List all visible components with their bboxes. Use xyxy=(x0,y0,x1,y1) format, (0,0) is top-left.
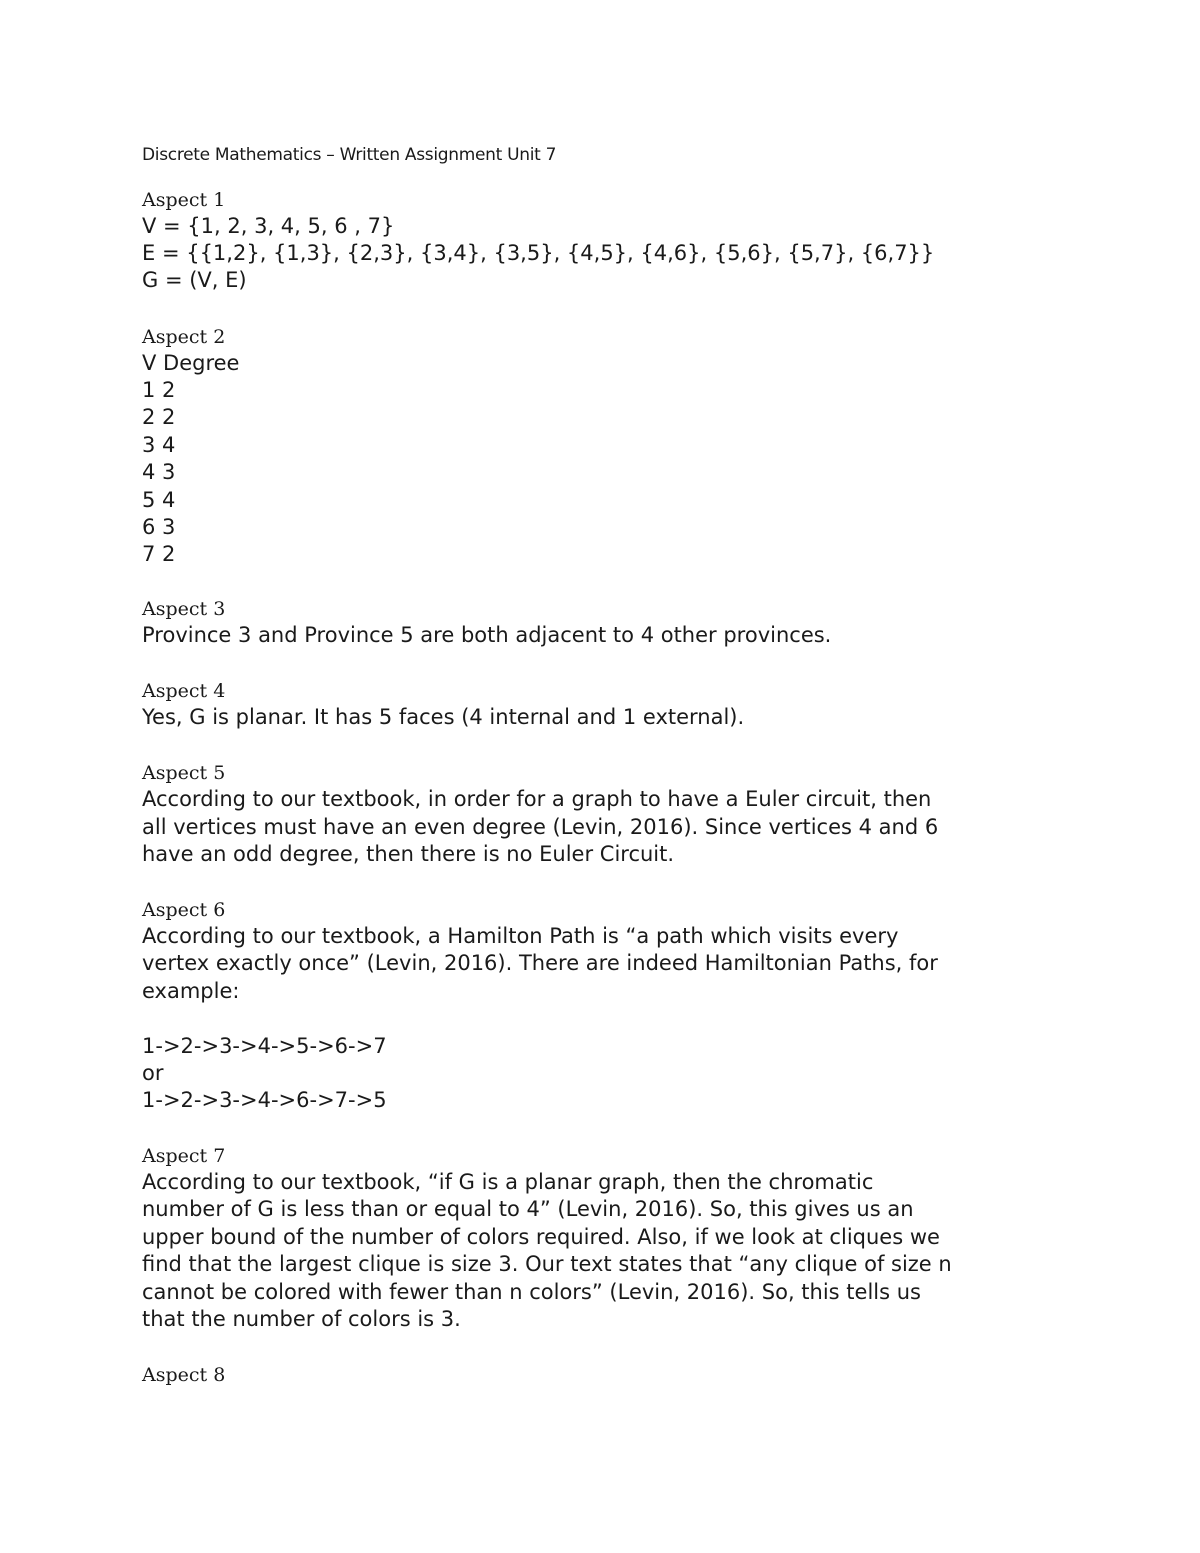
aspect-7-text-line: According to our textbook, “if G is a planar graph, then the chromatic xyxy=(142,1170,874,1194)
degree-table-row: 3 4 xyxy=(142,433,176,457)
aspect-4-text: Yes, G is planar. It has 5 faces (4 internal and 1 external). xyxy=(142,705,745,729)
aspect-4-heading: Aspect 4 xyxy=(142,680,226,702)
hamilton-path-2: 1->2->3->4->6->7->5 xyxy=(142,1088,387,1112)
aspect-7-text-line: cannot be colored with fewer than n colors” (Levin, 2016). So, this tells us xyxy=(142,1280,921,1304)
document-title: Discrete Mathematics – Written Assignment Unit 7 xyxy=(142,145,557,165)
hamilton-path-separator: or xyxy=(142,1061,164,1085)
degree-table-row: 1 2 xyxy=(142,378,176,402)
degree-table-header: V Degree xyxy=(142,351,240,375)
aspect-5-text-line: have an odd degree, then there is no Euler Circuit. xyxy=(142,842,675,866)
degree-table-row: 5 4 xyxy=(142,488,176,512)
aspect-2-heading: Aspect 2 xyxy=(142,326,226,348)
aspect-7-text-line: find that the largest clique is size 3. Our text states that “any clique of size n xyxy=(142,1252,952,1276)
hamilton-path-1: 1->2->3->4->5->6->7 xyxy=(142,1034,387,1058)
aspect-3-text: Province 3 and Province 5 are both adjacent to 4 other provinces. xyxy=(142,623,832,647)
aspect-7-text-line: number of G is less than or equal to 4” (Levin, 2016). So, this gives us an xyxy=(142,1197,914,1221)
edge-set-line: E = {{1,2}, {1,3}, {2,3}, {3,4}, {3,5}, {4,5}, {4,6}, {5,6}, {5,7}, {6,7}} xyxy=(142,241,935,265)
aspect-1-heading: Aspect 1 xyxy=(142,189,226,211)
degree-table-row: 6 3 xyxy=(142,515,176,539)
aspect-3-heading: Aspect 3 xyxy=(142,598,226,620)
aspect-8-heading: Aspect 8 xyxy=(142,1364,226,1386)
degree-table-row: 4 3 xyxy=(142,460,176,484)
aspect-6-text-line: According to our textbook, a Hamilton Path is “a path which visits every xyxy=(142,924,899,948)
aspect-5-text-line: According to our textbook, in order for a graph to have a Euler circuit, then xyxy=(142,787,932,811)
degree-table-row: 7 2 xyxy=(142,542,176,566)
graph-definition-line: G = (V, E) xyxy=(142,268,247,292)
aspect-6-text-line: vertex exactly once” (Levin, 2016). There are indeed Hamiltonian Paths, for xyxy=(142,951,938,975)
aspect-7-text-line: upper bound of the number of colors required. Also, if we look at cliques we xyxy=(142,1225,940,1249)
aspect-6-text-line: example: xyxy=(142,979,240,1003)
aspect-5-heading: Aspect 5 xyxy=(142,762,226,784)
degree-table-row: 2 2 xyxy=(142,405,176,429)
aspect-5-text-line: all vertices must have an even degree (Levin, 2016). Since vertices 4 and 6 xyxy=(142,815,939,839)
aspect-7-text-line: that the number of colors is 3. xyxy=(142,1307,461,1331)
aspect-6-heading: Aspect 6 xyxy=(142,899,226,921)
aspect-7-heading: Aspect 7 xyxy=(142,1145,226,1167)
vertex-set-line: V = {1, 2, 3, 4, 5, 6 , 7} xyxy=(142,214,395,238)
